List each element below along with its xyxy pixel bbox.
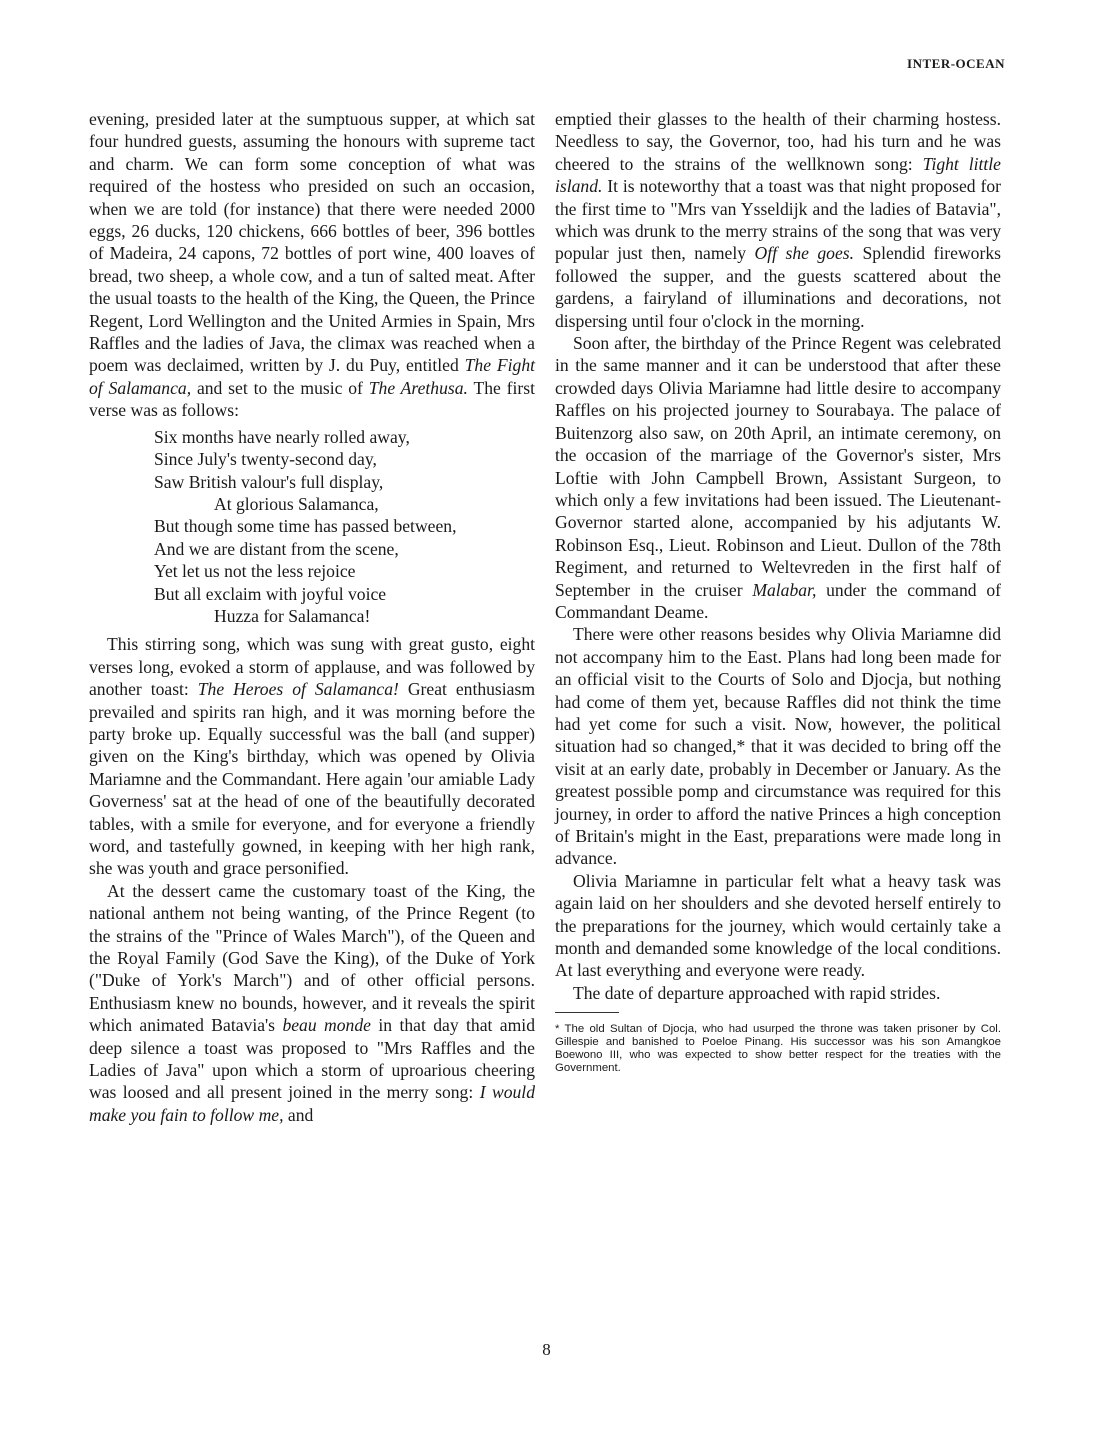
poem-line: Saw British valour's full display, bbox=[154, 471, 384, 492]
poem-line: Yet let us not the less rejoice bbox=[154, 561, 356, 582]
left-column bbox=[89, 108, 535, 1126]
right-column bbox=[555, 108, 1001, 1075]
poem-line: Six months have nearly rolled away, bbox=[154, 426, 410, 447]
footnote: * The old Sultan of Djocja, who had usurped the throne was taken prisoner by Col. Gillespie and banished to Poeloe Pinang. His successor was his son Amangkoe Boewono III, who was expected to show better respect for the treaties with the Government. bbox=[555, 1023, 1001, 1075]
poem-verse bbox=[154, 426, 535, 628]
paragraph: Olivia Mariamne in particular felt what a heavy task was again laid on her shoulders and she devoted herself entirely to the preparations for the journey, which would certainly take a month and demanded some knowledge of the local conditions. At last everything and everyone were ready. bbox=[555, 870, 1001, 981]
paragraph: Soon after, the birthday of the Prince Regent was celebrated in the same manner and it can be understood that after these crowded days Olivia Mariamne had little desire to accompany Raffles on his projected journey to Sourabaya. The palace of Buitenzorg also saw, on 20th April, an intimate ceremony, on the occasion of the marriage of the Governor's sister, Mrs Loftie with John Campbell Brown, Assistant Surgeon, to which only a few invitations had been issued. The Lieutenant-Governor started alone, accompanied by his adjutants W. Robinson Esq., Lieut. Robinson and Lieut. Dullon of the 78th Regiment, and returned to Weltevreden in the first half of September in the cruiser Malabar, under the command of Commandant Deame. bbox=[555, 333, 1001, 622]
poem-line: And we are distant from the scene, bbox=[154, 538, 399, 559]
paragraph: emptied their glasses to the health of their charming hostess. Needless to say, the Governor, too, had his turn and he was cheered to the strains of the wellknown song: Tight little island. It is noteworthy that a toast was that night proposed for the first time to "Mrs van Ysseldijk and the ladies of Batavia", which was drunk to the merry strains of the song that was very popular just then, namely Off she goes. Splendid fireworks followed the supper, and the guests scattered about the gardens, a fairyland of illuminations and decorations, not dispersing until four o'clock in the morning. bbox=[555, 109, 1001, 331]
poem-line: But all exclaim with joyful voice bbox=[154, 583, 387, 604]
footnote-divider bbox=[555, 1012, 619, 1013]
paragraph: The date of departure approached with rapid strides. bbox=[573, 982, 941, 1003]
paragraph: evening, presided later at the sumptuous supper, at which sat four hundred guests, assuming the honours with supreme tact and charm. We can form some conception of what was required of the hostess who presided on such an occasion, when we are told (for instance) that there were needed 2000 eggs, 26 ducks, 120 chickens, 666 bottles of beer, 396 bottles of Madeira, 24 capons, 72 bottles of port wine, 400 loaves of bread, two sheep, a whole cow, and a tun of salted meat. After the usual toasts to the health of the King, the Queen, the Prince Regent, Lord Wellington and the United Armies in Spain, Mrs Raffles and the ladies of Java, the climax was reached when a poem was declaimed, written by J. du Puy, entitled The Fight of Salamanca, and set to the music of The Arethusa. The first verse was as follows: bbox=[89, 109, 535, 421]
poem-line: Since July's twenty-second day, bbox=[154, 449, 377, 470]
poem-line: Huzza for Salamanca! bbox=[214, 605, 371, 626]
paragraph: There were other reasons besides why Olivia Mariamne did not accompany him to the East. Plans had long been made for an official visit to the Courts of Solo and Djocja, but nothing had come of them yet, because Raffles did not think the time had yet come for such a visit. Now, however, the political situation had so changed,* that it was decided to bring off the visit at an early date, probably in December or January. As the greatest possible pomp and circumstance was required for this journey, in order to afford the native Princes a high conception of Britain's might in the East, preparations were made long in advance. bbox=[555, 624, 1001, 869]
paragraph: At the dessert came the customary toast of the King, the national anthem not being wanting, of the Prince Regent (to the strains of the "Prince of Wales March"), of the Queen and the Royal Family (God Save the King), of the Duke of York ("Duke of York's March") and of other official persons. Enthusiasm knew no bounds, however, and it reveals the spirit which animated Batavia's beau monde in that day that amid deep silence a toast was proposed to "Mrs Raffles and the Ladies of Java" upon which a storm of uproarious cheering was loosed and all present joined in the merry song: I would make you fain to follow me, and bbox=[89, 880, 535, 1125]
poem-line: But though some time has passed between, bbox=[154, 516, 457, 537]
poem-line: At glorious Salamanca, bbox=[214, 493, 379, 514]
running-header: INTER-OCEAN bbox=[907, 56, 1005, 71]
paragraph: This stirring song, which was sung with great gusto, eight verses long, evoked a storm of applause, and was followed by another toast: The Heroes of Salamanca! Great enthusiasm prevailed and spirits ran high, and it was morning before the party broke up. Equally successful was the ball (and supper) given on the King's birthday, which was opened by Olivia Mariamne and the Commandant. Here again 'our amiable Lady Governess' sat at the head of one of the beautifully decorated tables, with a smile for everyone, and for everyone a friendly word, and tastefully gowned, in keeping with her high rank, she was youth and grace personified. bbox=[89, 634, 536, 879]
page-number: 8 bbox=[542, 1340, 551, 1359]
